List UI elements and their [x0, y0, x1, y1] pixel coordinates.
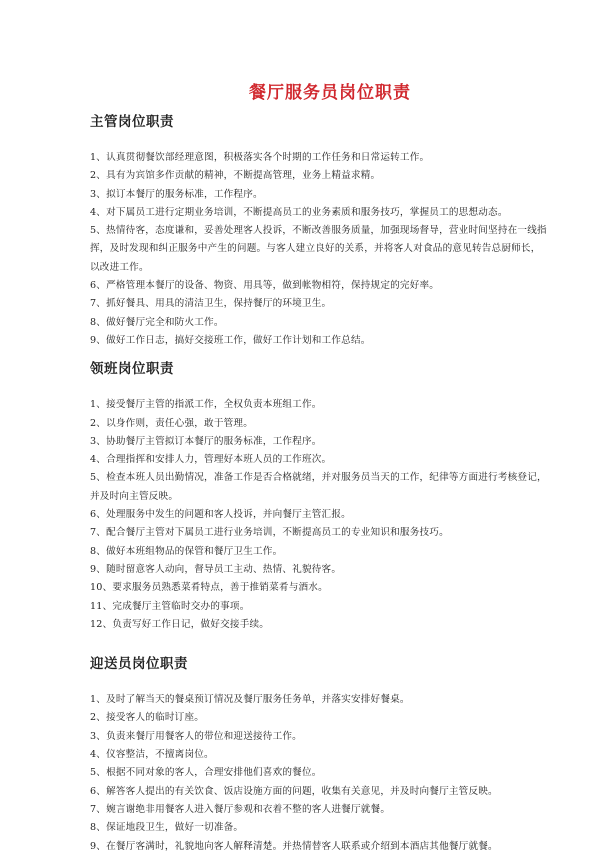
duty-item: 1、及时了解当天的餐桌预订情况及餐厅服务任务单，并落实安排好餐桌。 [90, 694, 410, 706]
duty-item: 8、做好餐厅完全和防火工作。 [90, 316, 224, 328]
duty-list [90, 149, 550, 350]
duty-item: 7、配合餐厅主管对下属员工进行业务培训，不断提高员工的专业知识和服务技巧。 [90, 527, 449, 539]
duty-item: 1、接受餐厅主管的指派工作，全权负责本班组工作。 [90, 399, 322, 411]
section-greeter [90, 652, 550, 856]
duty-item: 3、负责来餐厅用餐客人的带位和迎送接待工作。 [90, 730, 302, 742]
duty-list [90, 691, 550, 856]
duty-item: 6、处理服务中发生的问题和客人投诉，并向餐厅主管汇报。 [90, 509, 351, 521]
duty-item: 2、具有为宾馆多作贡献的精神，不断提高管理，业务上精益求精。 [90, 170, 381, 182]
duty-item: 10、要求服务员熟悉菜肴特点，善于推销菜肴与酒水。 [90, 582, 328, 594]
duty-item: 9、在餐厅客满时，礼貌地向客人解释清楚。并热情替客人联系或介绍到本酒店其他餐厅就餐。 [90, 840, 498, 852]
section-heading: 迎送员岗位职责 [90, 656, 188, 673]
duty-item: 5、根据不同对象的客人，合理安排他们喜欢的餐位。 [90, 767, 322, 779]
section-supervisor [90, 110, 550, 350]
section-team-leader [90, 357, 550, 634]
duty-item: 4、对下属员工进行定期业务培训，不断提高员工的业务素质和服务技巧，掌握员工的思想动态。 [90, 206, 508, 218]
duty-item: 4、合理指挥和安排人力，管理好本班人员的工作班次。 [90, 454, 332, 466]
duty-list [90, 396, 550, 634]
duty-item: 3、协助餐厅主管拟订本餐厅的服务标准，工作程序。 [90, 435, 322, 447]
duty-item: 8、做好本班组物品的保管和餐厅卫生工作。 [90, 545, 283, 557]
duty-item: 2、以身作则，责任心强，敢于管理。 [90, 417, 254, 429]
section-heading: 主管岗位职责 [90, 114, 174, 130]
duty-item: 5、热情待客，态度谦和，妥善处理客人投诉，不断改善服务质量，加强现场督导，营业时间坚持在一线指挥，及时发现和纠正服务中产生的问题。与客人建立良好的关系，并将客人对食品的意见转告总厨师长，以改进工作。 [90, 225, 547, 273]
duty-item: 2、接受客人的临时订座。 [90, 712, 205, 724]
duty-item: 6、严格管理本餐厅的设备、物资、用具等，做到帐物相符，保持规定的完好率。 [90, 280, 440, 292]
duty-item: 3、拟订本餐厅的服务标准，工作程序。 [90, 188, 263, 200]
duty-item: 9、随时留意客人动向，督导员工主动、热情、礼貌待客。 [90, 563, 342, 575]
duty-item: 9、做好工作日志，搞好交接班工作，做好工作计划和工作总结。 [90, 334, 371, 346]
section-heading: 领班岗位职责 [90, 361, 174, 378]
duty-item: 4、仪容整洁，不擅离岗位。 [90, 749, 214, 761]
duty-item: 7、抓好餐具、用具的清洁卫生，保持餐厅的环境卫生。 [90, 298, 332, 310]
duty-item: 11、完成餐厅主管临时交办的事项。 [90, 600, 250, 612]
duty-item: 12、负责写好工作日记，做好交接手续。 [90, 618, 270, 630]
duty-item: 8、保证地段卫生，做好一切准备。 [90, 822, 244, 834]
duty-item: 7、婉言谢绝非用餐客人进入餐厅参观和衣着不整的客人进餐厅就餐。 [90, 803, 391, 815]
duty-item: 6、解答客人提出的有关饮食、饭店设施方面的问题，收集有关意见，并及时向餐厅主管反映。 [90, 785, 498, 797]
document-title: 餐厅服务员岗位职责 [249, 83, 411, 103]
duty-item: 5、检查本班人员出勤情况，准备工作是否合格就绪，并对服务员当天的工作，纪律等方面进行考核登记，并及时向主管反映。 [90, 472, 547, 502]
duty-item: 1、认真贯彻餐饮部经理意图，积极落实各个时期的工作任务和日常运转工作。 [90, 152, 430, 163]
